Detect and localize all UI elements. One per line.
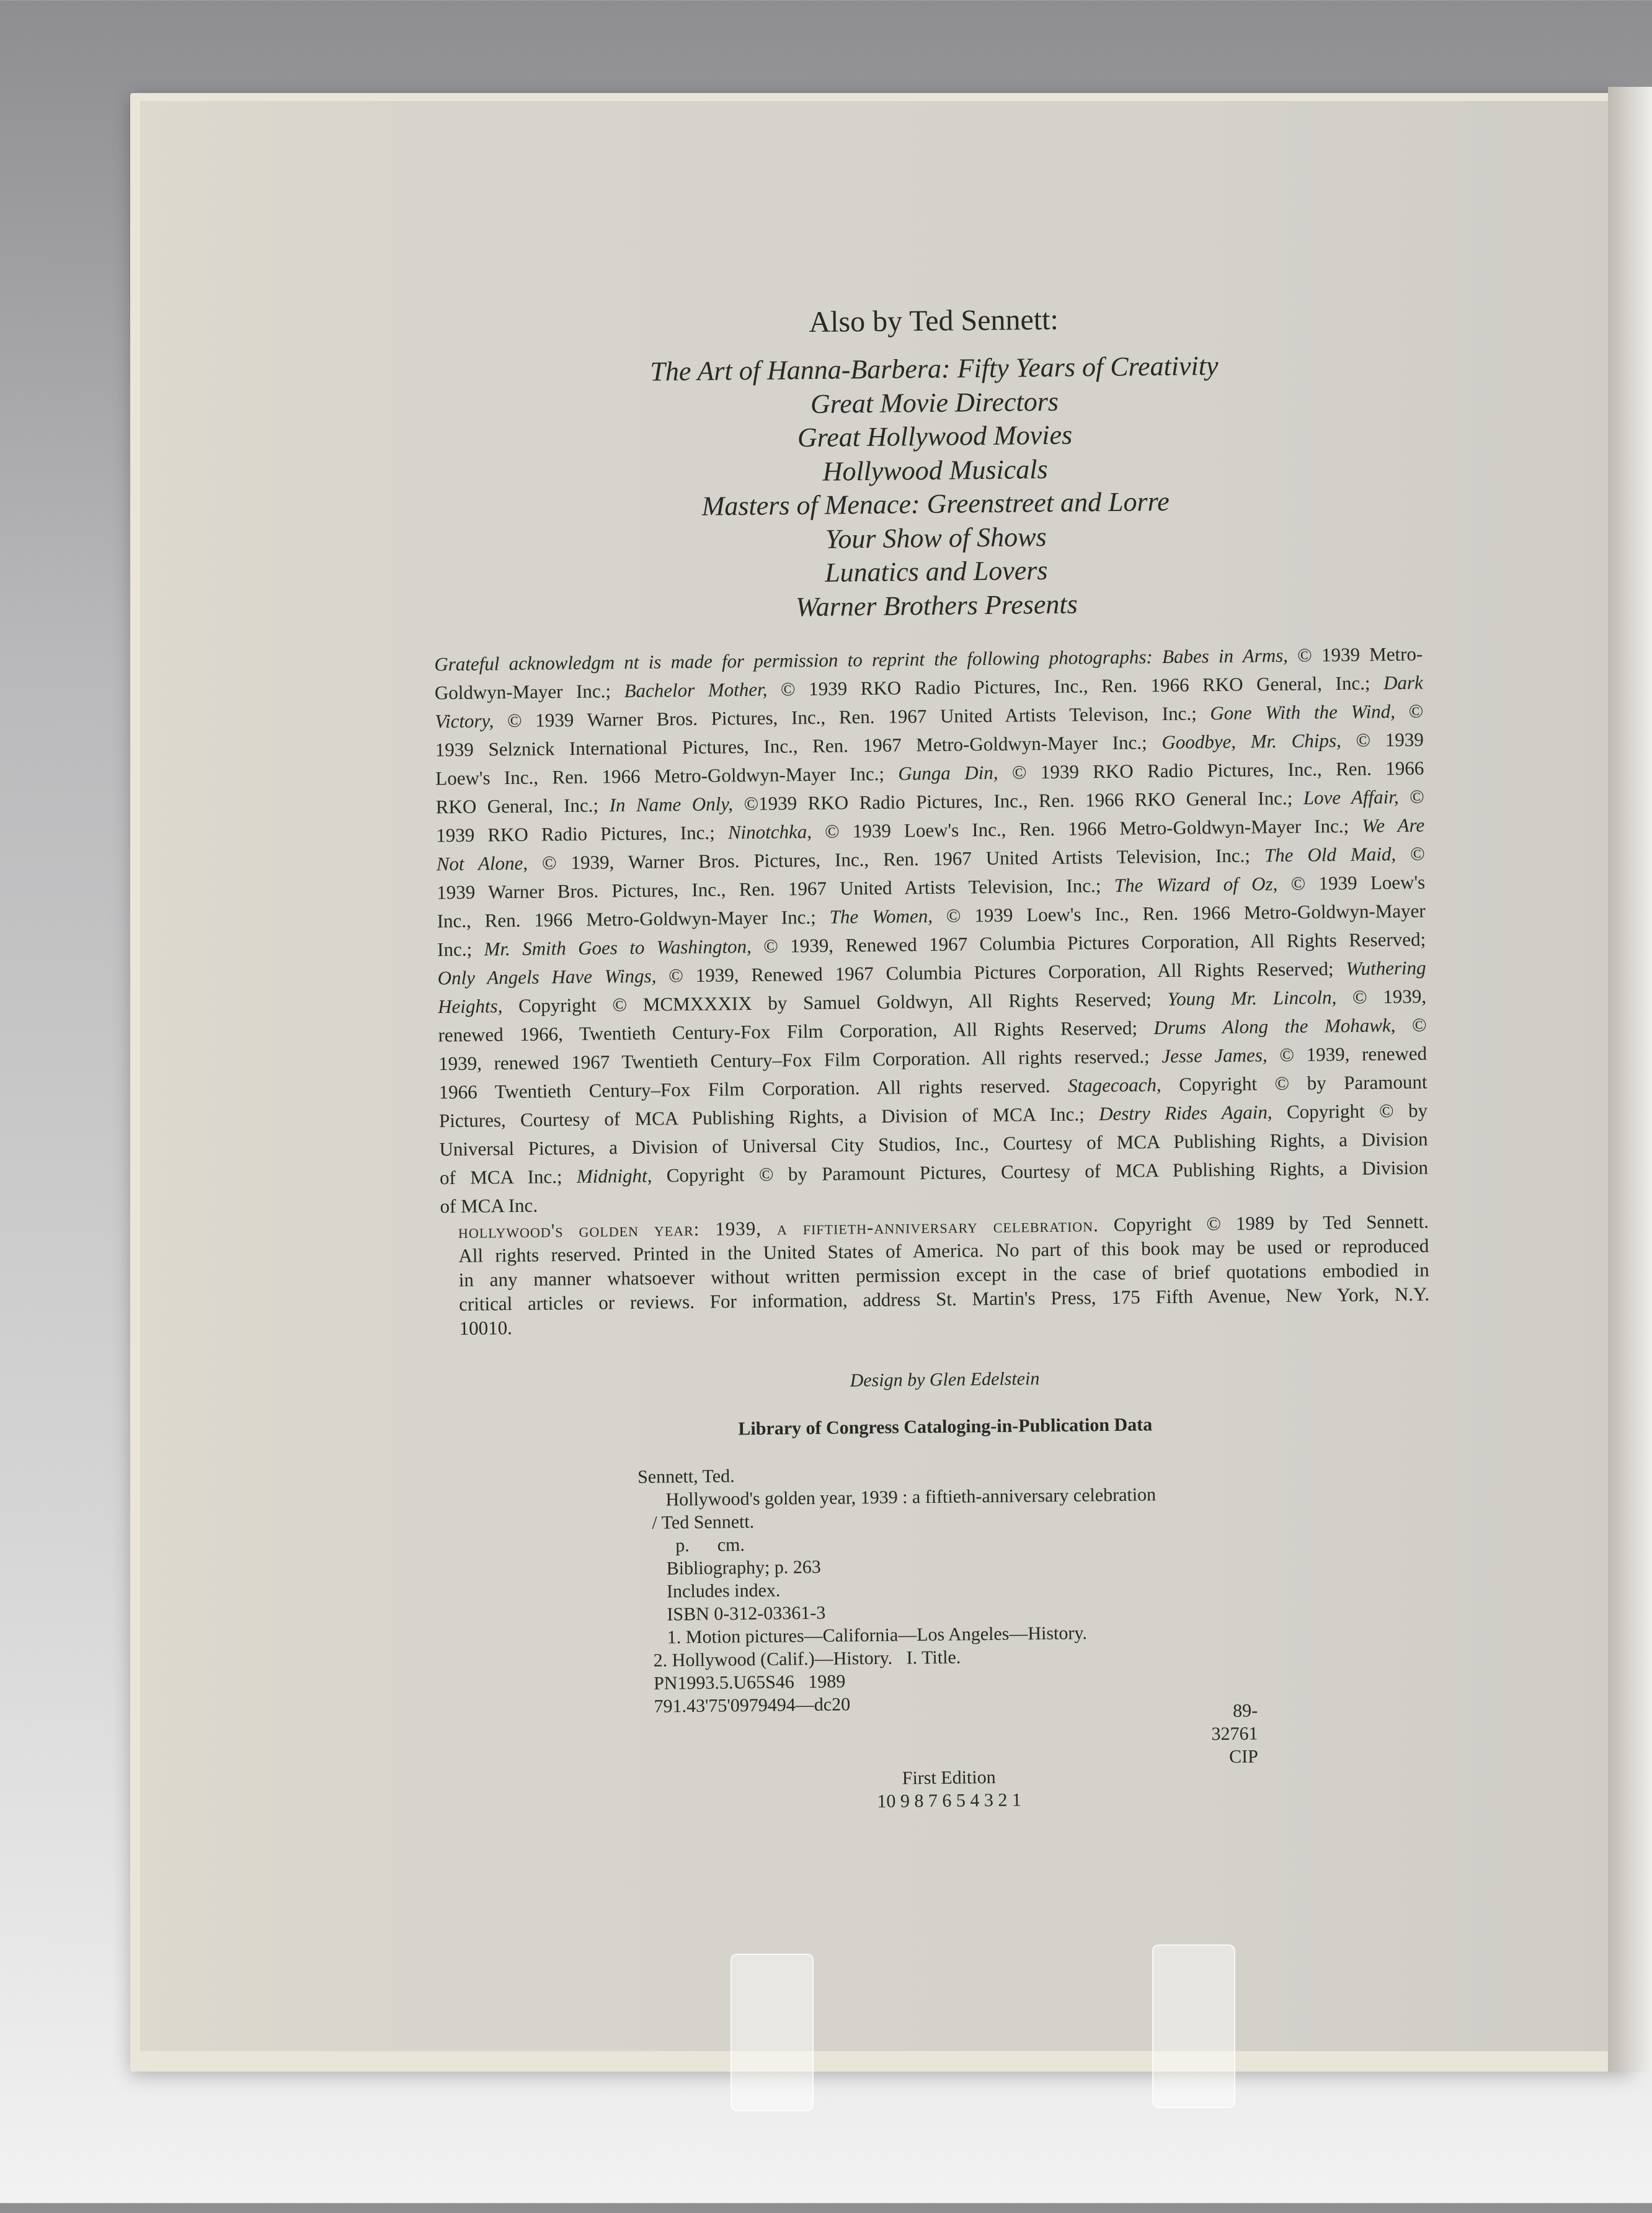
- cip-line: Includes index.: [638, 1580, 781, 1602]
- acknowledgment-paragraph: [434, 640, 1429, 1221]
- text-segment: ©: [1395, 842, 1425, 865]
- text-segment: RKO General, Inc.;: [435, 794, 610, 818]
- book-title: The Art of Hanna-Barbera: Fifty Years of Creativity: [650, 350, 1219, 387]
- text-segment: ©: [1395, 700, 1424, 723]
- text-segment: © 1939, renewed: [1267, 1042, 1428, 1066]
- cip-data: [637, 1460, 1158, 1718]
- stand-left: [731, 1954, 814, 2111]
- book-title: Great Movie Directors: [810, 386, 1059, 419]
- text-segment: © 1939: [1341, 728, 1424, 752]
- cip-line: 2. Hollywood (Calif.)—History. I. Title.: [639, 1647, 961, 1671]
- text-segment: Copyright © by Paramount: [1161, 1071, 1428, 1096]
- film-title: Heights,: [437, 995, 503, 1018]
- text-segment: 1939 Warner Bros. Pictures, Inc., Ren. 1967 United Artists Television, Inc.;: [437, 874, 1114, 904]
- text-segment: renewed 1966, Twentieth Century-Fox Film Corporation, All Rights Reserved;: [438, 1017, 1154, 1046]
- text-segment: Loew's Inc., Ren. 1966 Metro-Goldwyn-Mayer Inc.;: [435, 762, 899, 790]
- text-segment: © 1939,: [1336, 985, 1427, 1009]
- film-title: Gunga Din,: [898, 761, 998, 785]
- text-segment: © 1939, Renewed 1967 Columbia Pictures Corporation, All Rights Reserved;: [656, 957, 1346, 987]
- text-segment: 1966 Twentieth Century–Fox Film Corporation. All rights reserved.: [438, 1074, 1068, 1103]
- film-title: Love Affair,: [1303, 786, 1399, 809]
- film-title: Jesse James,: [1161, 1044, 1268, 1067]
- book-title: Warner Brothers Presents: [795, 588, 1078, 622]
- text-segment: © 1939 RKO Radio Pictures, Inc., Ren. 1966 RKO General, Inc.;: [767, 672, 1384, 700]
- cip-line: 1. Motion pictures—California—Los Angeles—History.: [639, 1623, 1088, 1648]
- film-title: Ninotchka,: [727, 820, 812, 844]
- text-segment: of MCA Inc.: [440, 1194, 538, 1218]
- book-title: Great Hollywood Movies: [797, 419, 1073, 453]
- film-title: Victory,: [435, 710, 494, 732]
- film-title: The Women,: [829, 904, 933, 928]
- film-title: Midnight,: [576, 1164, 652, 1187]
- cip-line: ISBN 0-312-03361-3: [639, 1602, 826, 1625]
- film-title: The Wizard of Oz,: [1114, 873, 1278, 896]
- text-segment: © 1939, Warner Bros. Pictures, Inc., Ren. 1967 United Artists Television, Inc.;: [527, 844, 1265, 874]
- text-segment: ©: [1398, 785, 1424, 808]
- film-title: Goodbye, Mr. Chips,: [1161, 729, 1341, 754]
- edition-label: First Edition: [902, 1766, 996, 1789]
- also-by-heading: Also by Ted Sennett:: [809, 303, 1059, 339]
- film-title: Young Mr. Lincoln,: [1167, 986, 1337, 1010]
- cip-number: 89-32761: [1211, 1700, 1258, 1745]
- cip-line: p. cm.: [638, 1534, 745, 1556]
- text-segment: in any manner whatsoever without written permission except in the case of brief quotations embodied in: [458, 1258, 1429, 1291]
- also-by-titles: [0, 342, 1652, 633]
- text-segment: © 1939, Renewed 1967 Columbia Pictures Corporation, All Rights Reserved;: [751, 928, 1426, 958]
- text-segment: Goldwyn-Mayer Inc.;: [434, 680, 624, 704]
- film-title: Mr. Smith Goes to Washington,: [484, 935, 752, 960]
- text-segment: Inc.;: [437, 938, 484, 961]
- film-title: Drums Along the Mohawk,: [1153, 1014, 1396, 1039]
- film-title: Grateful acknowledgm nt is made for permission to reprint the following photographs: Babes in Arms,: [434, 644, 1289, 675]
- text-segment: 1939 RKO Radio Pictures, Inc.;: [436, 821, 729, 847]
- cip-line: Sennett, Ted.: [637, 1466, 735, 1487]
- film-title: Wuthering: [1346, 956, 1426, 979]
- text-segment: critical articles or reviews. For information, address St. Martin's Press, 175 Fifth Avenue, New York, N.Y.: [458, 1283, 1430, 1315]
- cip-line: PN1993.5.U65S46 1989: [639, 1671, 846, 1694]
- text-segment: © 1939 Loew's: [1277, 871, 1426, 895]
- text-segment: hollywood's golden year: 1939, a fiftieth-anniversary celebration.: [458, 1214, 1099, 1242]
- text-segment: Pictures, Courtesy of MCA Publishing Rights, a Division of MCA Inc.;: [438, 1103, 1099, 1132]
- book-title: Hollywood Musicals: [822, 453, 1048, 487]
- cip-line: Hollywood's golden year, 1939 : a fiftieth-anniversary celebration: [637, 1484, 1157, 1510]
- cip-line: 791.43'75'0979494—dc20: [639, 1694, 851, 1717]
- text-segment: ©1939 RKO Radio Pictures, Inc., Ren. 1966 RKO General Inc.;: [732, 786, 1303, 815]
- text-segment: Copyright © by Paramount Pictures, Courtesy of MCA Publishing Rights, a Division: [652, 1156, 1429, 1187]
- text-segment: of MCA Inc.;: [439, 1165, 577, 1189]
- text-segment: Copyright © by: [1272, 1099, 1428, 1123]
- text-segment: © 1939 Loew's Inc., Ren. 1966 Metro-Goldwyn-Mayer Inc.;: [811, 814, 1362, 842]
- printing-line: 10 9 8 7 6 5 4 3 2 1: [877, 1789, 1022, 1812]
- film-title: Destry Rides Again,: [1098, 1101, 1272, 1125]
- text-segment: © 1939 Warner Bros. Pictures, Inc., Ren. 1967 United Artists Televison, Inc.;: [494, 702, 1210, 732]
- film-title: Bachelor Mother,: [624, 678, 768, 702]
- film-title: Only Angels Have Wings,: [437, 964, 657, 989]
- film-title: Gone With the Wind,: [1210, 700, 1396, 724]
- text-segment: © 1939 Loew's Inc., Ren. 1966 Metro-Goldwyn-Mayer: [932, 899, 1426, 927]
- film-title: Dark: [1383, 671, 1423, 694]
- film-title: In Name Only,: [609, 793, 734, 816]
- cip-label: CIP: [1229, 1746, 1259, 1768]
- text-segment: Universal Pictures, a Division of Universal City Studios, Inc., Courtesy of MCA Publishing Rights, a Division: [439, 1128, 1428, 1160]
- cip-number-block: [1189, 1699, 1258, 1769]
- cip-line: / Ted Sennett.: [637, 1512, 755, 1533]
- design-credit: Design by Glen Edelstein: [850, 1368, 1040, 1391]
- copyright-paragraph: [458, 1209, 1430, 1340]
- text-segment: 10010.: [459, 1317, 513, 1339]
- text-segment: © 1939 Metro-: [1287, 643, 1423, 666]
- text-segment: ©: [1395, 1013, 1427, 1036]
- film-title: We Are: [1362, 814, 1425, 837]
- film-title: Not Alone,: [436, 852, 528, 875]
- text-segment: All rights reserved. Printed in the United States of America. No part of this book may be used or reproduced: [458, 1234, 1429, 1267]
- book-title: Masters of Menace: Greenstreet and Lorre: [701, 486, 1170, 522]
- text-segment: © 1939 RKO Radio Pictures, Inc., Ren. 1966: [998, 757, 1424, 783]
- stand-right: [1152, 1944, 1235, 2108]
- cip-line: Bibliography; p. 263: [638, 1556, 821, 1579]
- loc-heading: Library of Congress Cataloging-in-Publication Data: [738, 1414, 1153, 1440]
- text-segment: Inc., Ren. 1966 Metro-Goldwyn-Mayer Inc.;: [437, 906, 830, 932]
- film-title: The Old Maid,: [1264, 843, 1397, 866]
- edition-block: [7, 1757, 1652, 1822]
- book-title: Your Show of Shows: [825, 521, 1047, 554]
- text-segment: 1939, renewed 1967 Twentieth Century–Fox Film Corporation. All rights reserved.;: [438, 1045, 1162, 1075]
- book-title: Lunatics and Lovers: [824, 554, 1048, 588]
- text-segment: 1939 Selznick International Pictures, Inc., Ren. 1967 Metro-Goldwyn-Mayer Inc.;: [435, 731, 1162, 761]
- text-segment: Copyright © MCMXXXIX by Samuel Goldwyn, All Rights Reserved;: [502, 987, 1168, 1017]
- text-segment: Copyright © 1989 by Ted Sennett.: [1098, 1210, 1429, 1236]
- film-title: Stagecoach,: [1067, 1074, 1161, 1097]
